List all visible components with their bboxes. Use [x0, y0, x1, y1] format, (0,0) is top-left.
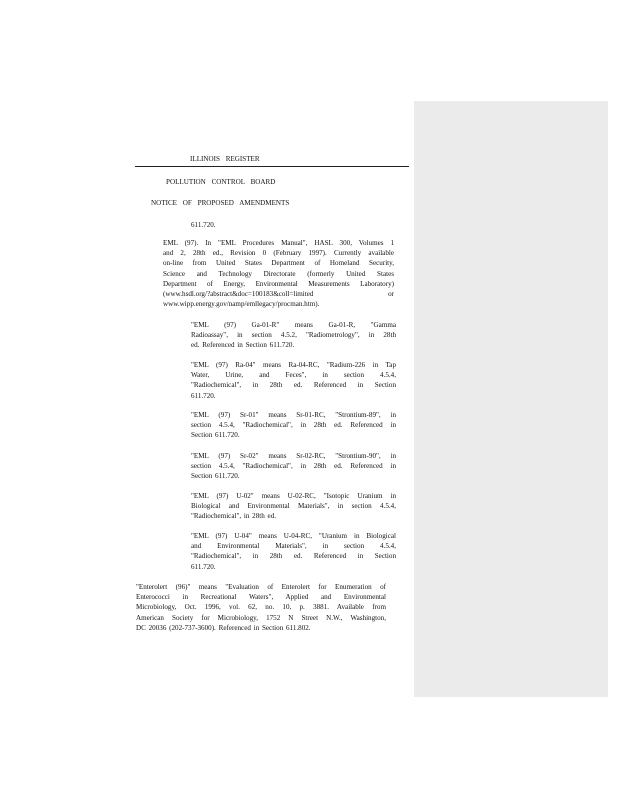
eml-ga-01-definition	[191, 320, 396, 351]
section-reference: 611.720.	[191, 221, 216, 229]
paragraph-line: "EML (97) Sr-02" means Sr-02-RC, "Strontium-90", in	[191, 452, 396, 460]
paragraph-line: section 4.5.4, "Radiochemical", in 28th ed. Referenced in	[191, 462, 396, 471]
register-heading: ILLINOIS REGISTER	[190, 155, 260, 163]
eml-u-04-definition	[191, 531, 396, 572]
paragraph-line: "EML (97) U-04" means U-04-RC, "Uranium in Biological	[191, 532, 396, 540]
notice-heading: NOTICE OF PROPOSED AMENDMENTS	[151, 199, 290, 207]
paragraph-line: Section 611.720.	[191, 431, 240, 440]
paragraph-line: "EML (97) Ga-01-R" means Ga-01-R, "Gamma	[191, 321, 396, 329]
header-rule	[135, 166, 409, 167]
paragraph-line: (www.hsdl.org/?abstract&doc=100183&coll=limited or	[163, 289, 394, 298]
paragraph-line: and Environmental Materials", in section 4.5.4,	[191, 542, 396, 551]
paragraph-line: "EML (97) U-02" means U-02-RC, "Isotopic Uranium in	[191, 492, 396, 500]
paragraph-line: and 2, 28th ed., Revision 0 (February 1997). Currently available	[163, 249, 394, 258]
eml-sr-02-definition	[191, 451, 396, 482]
paragraph-line: Water, Urine, and Feces", in section 4.5.4,	[191, 371, 396, 380]
paragraph-line: "EML (97) Ra-04" means Ra-04-RC, "Radium-226 in Tap	[191, 361, 396, 369]
paragraph-line: 611.720.	[191, 562, 216, 571]
eml-definition-paragraph	[163, 238, 394, 309]
paragraph-line: Biological and Environmental Materials", in section 4.5.4,	[191, 502, 396, 511]
paragraph-line: "EML (97) Sr-01" means Sr-01-RC, "Strontium-89", in	[191, 411, 396, 419]
paragraph-line: Department of Energy, Environmental Measurements Laboratory)	[163, 279, 394, 288]
paragraph-line: Section 611.720.	[191, 472, 240, 481]
comment-sidebar-panel	[414, 101, 608, 697]
paragraph-line: Radioassay", in section 4.5.2, "Radiometrology", in 28th	[191, 331, 396, 340]
paragraph-line: American Society for Microbiology, 1752 N Street N.W., Washington,	[136, 613, 386, 622]
paragraph-line: "Radiochemical", in 28th ed. Referenced in Section	[191, 552, 396, 561]
eml-sr-01-definition	[191, 410, 396, 441]
paragraph-line: "Radiochemical", in 28th ed. Referenced in Section	[191, 381, 396, 390]
paragraph-line: Science and Technology Directorate (formerly United States	[163, 269, 394, 278]
eml-u-02-definition	[191, 491, 396, 522]
paragraph-line: Enterococci in Recreational Waters", Applied and Environmental	[136, 593, 386, 602]
board-heading: POLLUTION CONTROL BOARD	[166, 178, 276, 186]
eml-ra-04-definition	[191, 360, 396, 401]
enterolert-definition-paragraph	[136, 582, 386, 633]
paragraph-line: "Enterolert (96)" means "Evaluation of Enterolert for Enumeration of	[136, 583, 386, 591]
paragraph-line: 611.720.	[191, 391, 216, 400]
paragraph-line: www.wipp.energy.gov/namp/emllegacy/procman.htm).	[163, 300, 320, 309]
paragraph-line: section 4.5.4, "Radiochemical", in 28th ed. Referenced in	[191, 421, 396, 430]
paragraph-line: Microbiology, Oct. 1996, vol. 62, no. 10, p. 3881. Available from	[136, 603, 386, 612]
paragraph-line: "Radiochemical", in 28th ed.	[191, 512, 277, 521]
paragraph-line: on-line from United States Department of Homeland Security,	[163, 259, 394, 268]
paragraph-line: DC 20036 (202-737-3600). Referenced in Section 611.802.	[136, 623, 311, 632]
paragraph-line: EML (97). In "EML Procedures Manual", HASL 300, Volumes 1	[163, 239, 394, 247]
paragraph-line: ed. Referenced in Section 611.720.	[191, 341, 295, 350]
